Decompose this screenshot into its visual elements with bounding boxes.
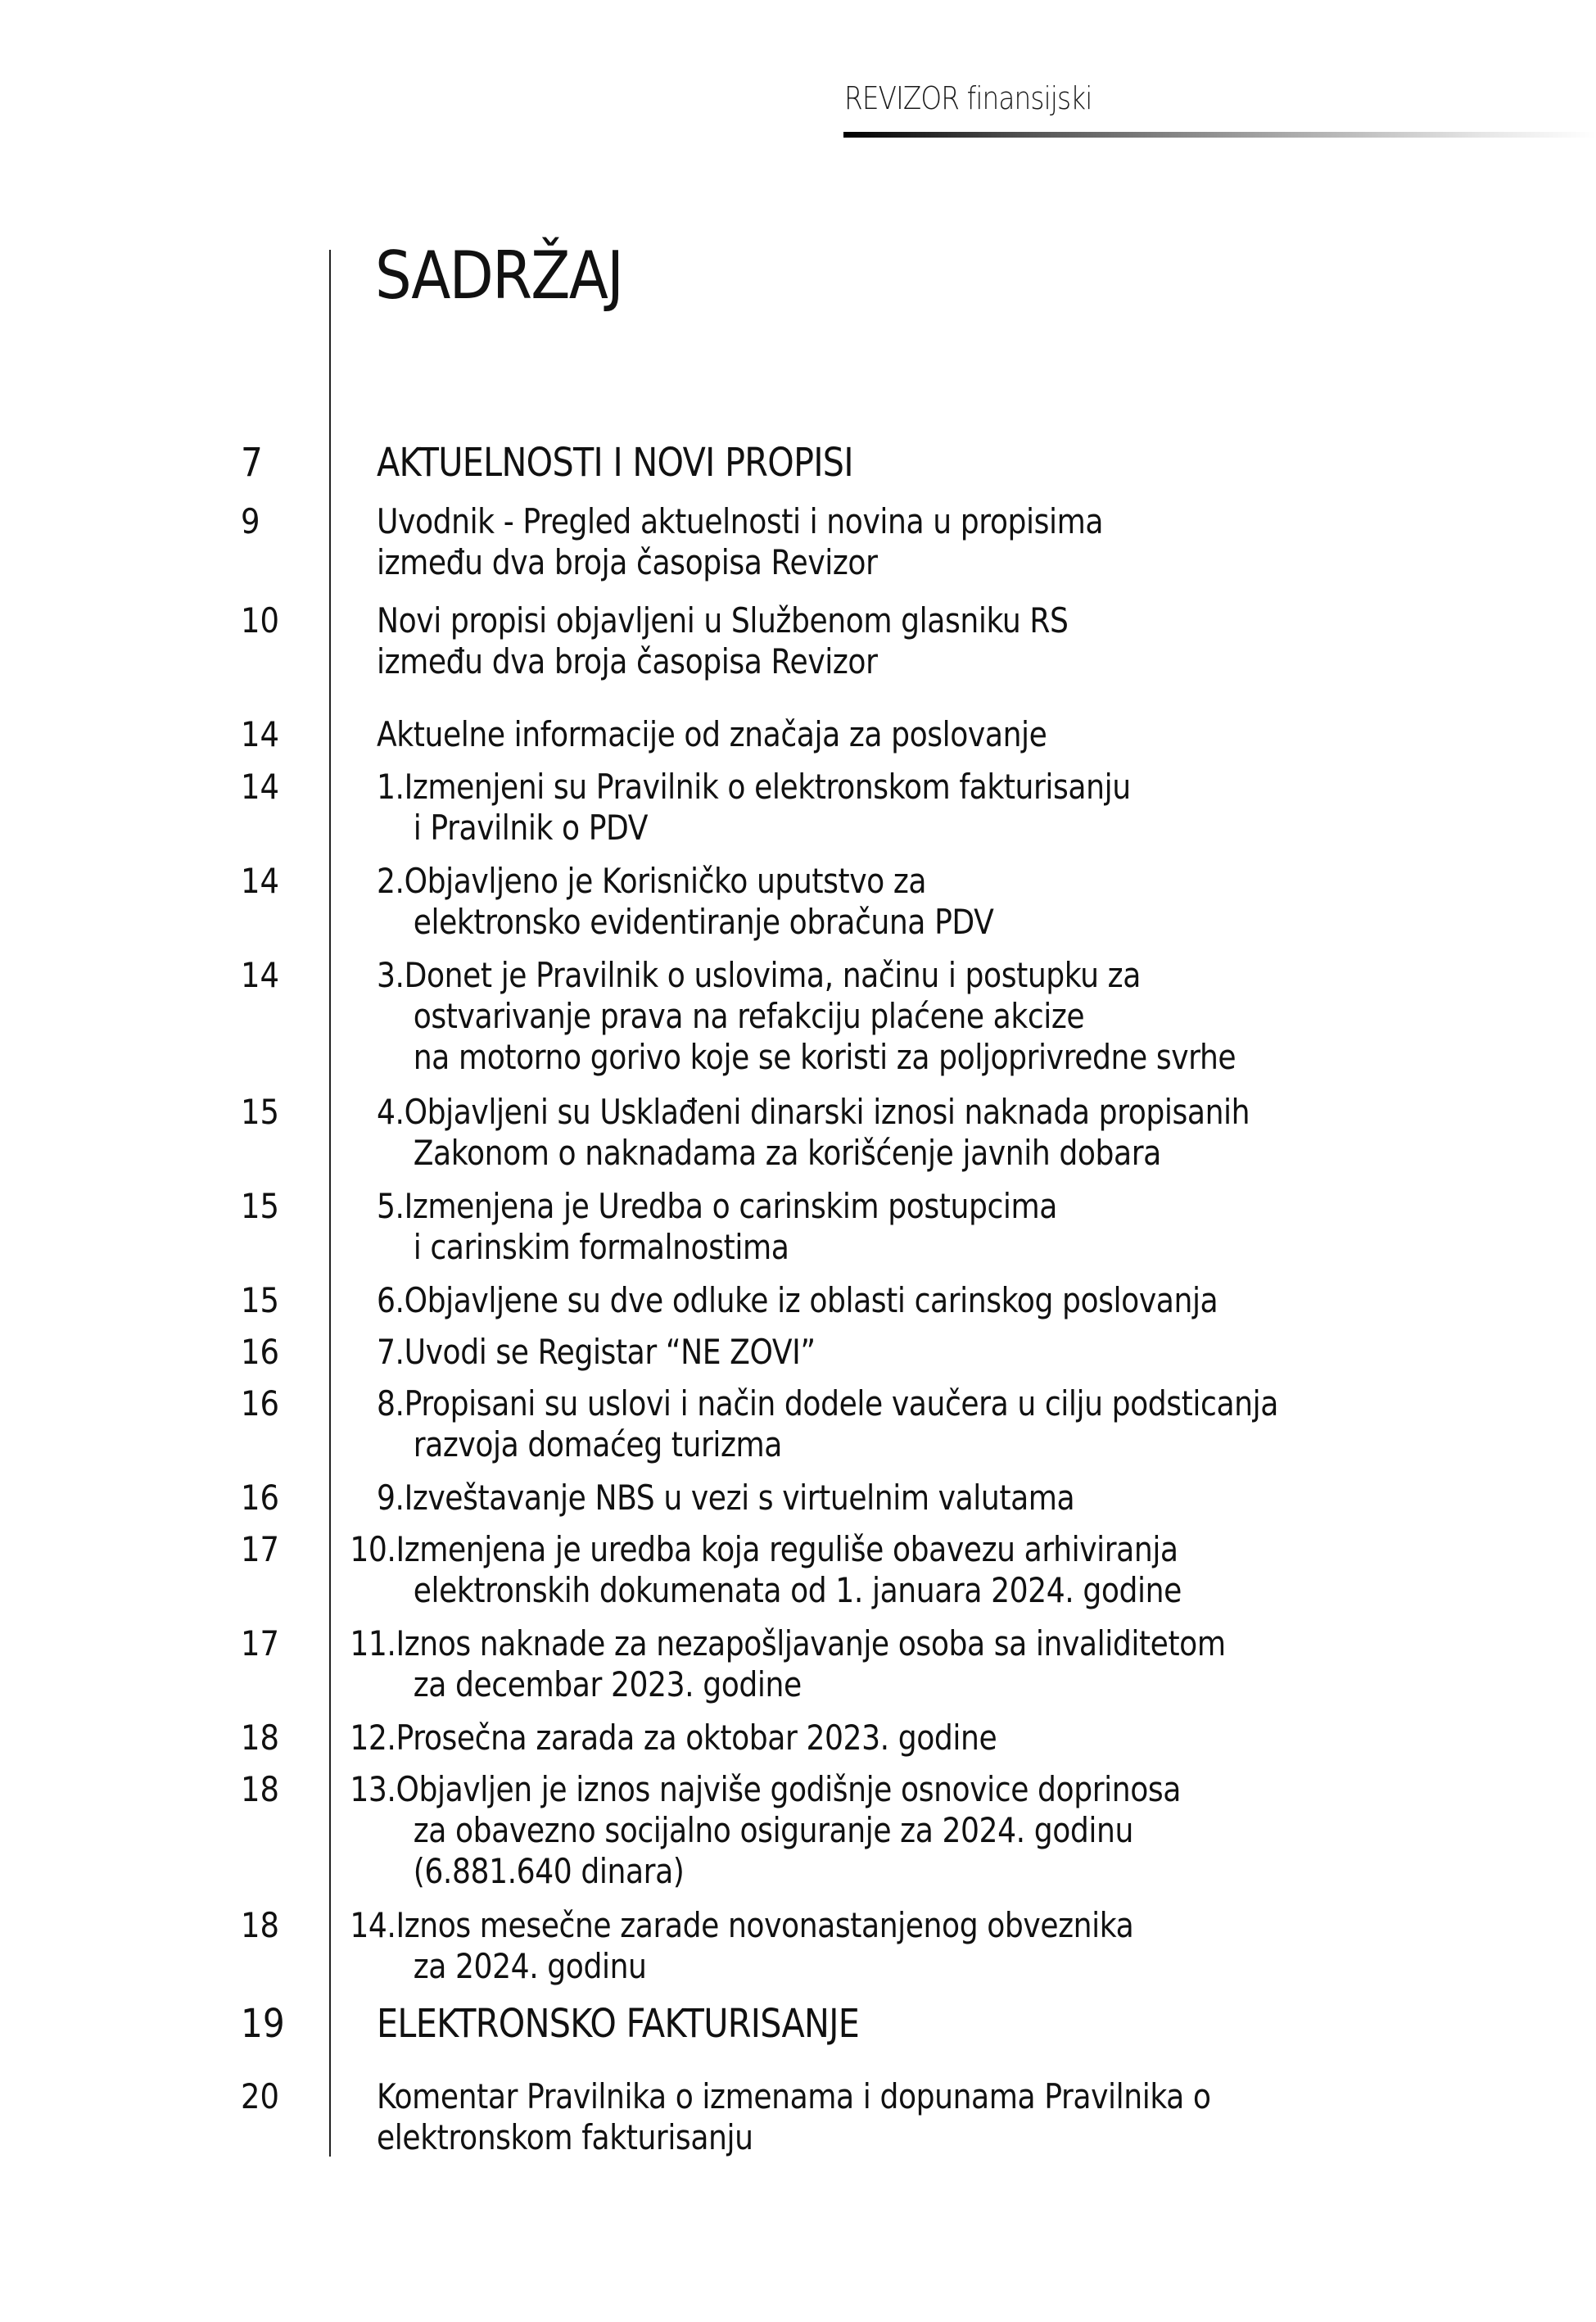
- toc-entry-line: 1.Izmenjeni su Pravilnik o elektronskom fakturisanju: [377, 767, 1131, 807]
- toc-entry-title[interactable]: [350, 1718, 1588, 1758]
- toc-title: SADRŽAJ: [375, 238, 623, 314]
- toc-page-number: 18: [241, 1905, 280, 1945]
- toc-entry-line: ELEKTRONSKO FAKTURISANJE: [377, 2001, 860, 2047]
- header-gradient-rule: [843, 132, 1596, 138]
- toc-item-number: 12.: [350, 1718, 396, 1758]
- toc-page-number: 19: [241, 2001, 285, 2047]
- toc-item-number: 6.: [377, 1280, 405, 1320]
- toc-divider-line: [329, 250, 331, 2157]
- toc-entry-title[interactable]: [377, 1092, 1588, 1174]
- toc-entry-line: 9.Izveštavanje NBS u vezi s virtuelnim valutama: [377, 1478, 1075, 1518]
- toc-item-number: 1.: [377, 767, 405, 807]
- toc-page-number: 9: [241, 501, 260, 541]
- toc-entry-line: Uvodnik - Pregled aktuelnosti i novina u propisima: [377, 501, 1104, 541]
- toc-page-number: 18: [241, 1769, 280, 1809]
- toc-item-number: 8.: [377, 1383, 405, 1424]
- toc-item-number: 7.: [377, 1332, 405, 1372]
- toc-page-number: 14: [241, 714, 280, 754]
- toc-entry-line: Komentar Pravilnika o izmenama i dopunama Pravilnika o: [377, 2076, 1211, 2116]
- toc-entry-line: na motorno gorivo koje se koristi za poljoprivredne svrhe: [413, 1037, 1237, 1077]
- toc-page-number: 20: [241, 2076, 280, 2116]
- toc-entry-title[interactable]: [377, 1383, 1588, 1465]
- toc-entry-line: Zakonom o naknadama za korišćenje javnih dobara: [413, 1133, 1161, 1173]
- toc-page-number: 16: [241, 1332, 280, 1372]
- toc-page-number: 15: [241, 1186, 280, 1226]
- toc-entry-title[interactable]: [377, 1478, 1588, 1519]
- toc-entry-line: 10.Izmenjena je uredba koja reguliše obavezu arhiviranja: [350, 1529, 1178, 1569]
- toc-entry-line: za 2024. godinu: [413, 1946, 647, 1986]
- toc-entry-line: elektronskom fakturisanju: [377, 2117, 753, 2157]
- toc-entry-line: elektronsko evidentiranje obračuna PDV: [413, 902, 994, 942]
- toc-page-number: 17: [241, 1529, 280, 1569]
- toc-entry-line: 2.Objavljeno je Korisničko uputstvo za: [377, 861, 927, 901]
- toc-entry-line: 11.Iznos naknade za nezapošljavanje osoba sa invaliditetom: [350, 1623, 1226, 1663]
- toc-item-number: 13.: [350, 1769, 396, 1809]
- toc-entry-line: i carinskim formalnostima: [413, 1227, 789, 1267]
- toc-page-number: 15: [241, 1092, 280, 1132]
- toc-item-number: 3.: [377, 955, 405, 995]
- toc-item-number: 5.: [377, 1186, 405, 1226]
- running-header-title: REVIZOR finansijski: [844, 80, 1092, 116]
- toc-entry-title[interactable]: [377, 600, 1588, 682]
- toc-entry-line: 5.Izmenjena je Uredba o carinskim postupcima: [377, 1186, 1057, 1226]
- toc-entry-title[interactable]: [377, 955, 1588, 1078]
- toc-section-heading[interactable]: [377, 2001, 1588, 2047]
- toc-item-number: 11.: [350, 1623, 396, 1663]
- toc-page-number: 14: [241, 955, 280, 995]
- toc-entry-line: 3.Donet je Pravilnik o uslovima, načinu i postupku za: [377, 955, 1141, 995]
- toc-entry-line: 14.Iznos mesečne zarade novonastanjenog obveznika: [350, 1905, 1134, 1945]
- toc-entry-title[interactable]: [377, 714, 1588, 755]
- toc-entry-title[interactable]: [377, 1280, 1588, 1321]
- toc-page-number: 18: [241, 1718, 280, 1758]
- toc-entry-line: između dva broja časopisa Revizor: [377, 641, 878, 681]
- toc-item-number: 4.: [377, 1092, 405, 1132]
- toc-entry-title[interactable]: [350, 1623, 1588, 1705]
- toc-section-heading[interactable]: [377, 440, 1588, 486]
- toc-item-number: 10.: [350, 1529, 396, 1569]
- toc-entry-line: za decembar 2023. godine: [413, 1664, 802, 1704]
- toc-entry-line: 6.Objavljene su dve odluke iz oblasti carinskog poslovanja: [377, 1280, 1218, 1320]
- toc-entry-title[interactable]: [377, 861, 1588, 943]
- toc-entry-title[interactable]: [377, 767, 1588, 849]
- toc-page-number: 16: [241, 1383, 280, 1424]
- toc-page-number: 17: [241, 1623, 280, 1663]
- toc-entry-title[interactable]: [350, 1769, 1588, 1892]
- toc-entry-line: 13.Objavljen je iznos najviše godišnje osnovice doprinosa: [350, 1769, 1181, 1809]
- toc-page-number: 14: [241, 861, 280, 901]
- toc-entry-line: i Pravilnik o PDV: [413, 808, 649, 848]
- toc-entry-line: (6.881.640 dinara): [413, 1851, 685, 1891]
- toc-page-number: 14: [241, 767, 280, 807]
- toc-page-number: 7: [241, 440, 263, 486]
- toc-entry-line: između dva broja časopisa Revizor: [377, 542, 878, 582]
- toc-entry-line: 8.Propisani su uslovi i način dodele vaučera u cilju podsticanja: [377, 1383, 1278, 1424]
- toc-entry-line: AKTUELNOSTI I NOVI PROPISI: [377, 440, 853, 486]
- toc-entry-title[interactable]: [377, 1332, 1588, 1373]
- toc-entry-title[interactable]: [350, 1529, 1588, 1611]
- toc-item-number: 14.: [350, 1905, 396, 1945]
- toc-entry-line: elektronskih dokumenata od 1. januara 2024. godine: [413, 1570, 1182, 1610]
- toc-page-number: 10: [241, 600, 280, 640]
- toc-entry-title[interactable]: [377, 2076, 1588, 2158]
- toc-entry-line: 7.Uvodi se Registar “NE ZOVI”: [377, 1332, 816, 1372]
- toc-entry-title[interactable]: [377, 501, 1588, 583]
- toc-entry-line: ostvarivanje prava na refakciju plaćene akcize: [413, 996, 1085, 1036]
- toc-entry-title[interactable]: [377, 1186, 1588, 1268]
- toc-item-number: 2.: [377, 861, 405, 901]
- toc-entry-line: 12.Prosečna zarada za oktobar 2023. godine: [350, 1718, 997, 1758]
- toc-entry-title[interactable]: [350, 1905, 1588, 1987]
- toc-entry-line: Novi propisi objavljeni u Službenom glasniku RS: [377, 600, 1069, 640]
- toc-entry-line: Aktuelne informacije od značaja za poslovanje: [377, 714, 1047, 754]
- toc-page-number: 15: [241, 1280, 280, 1320]
- toc-page-number: 16: [241, 1478, 280, 1518]
- toc-entry-line: 4.Objavljeni su Usklađeni dinarski iznosi naknada propisanih: [377, 1092, 1250, 1132]
- toc-entry-line: razvoja domaćeg turizma: [413, 1424, 782, 1464]
- toc-entry-line: za obavezno socijalno osiguranje za 2024. godinu: [413, 1810, 1133, 1850]
- toc-item-number: 9.: [377, 1478, 405, 1518]
